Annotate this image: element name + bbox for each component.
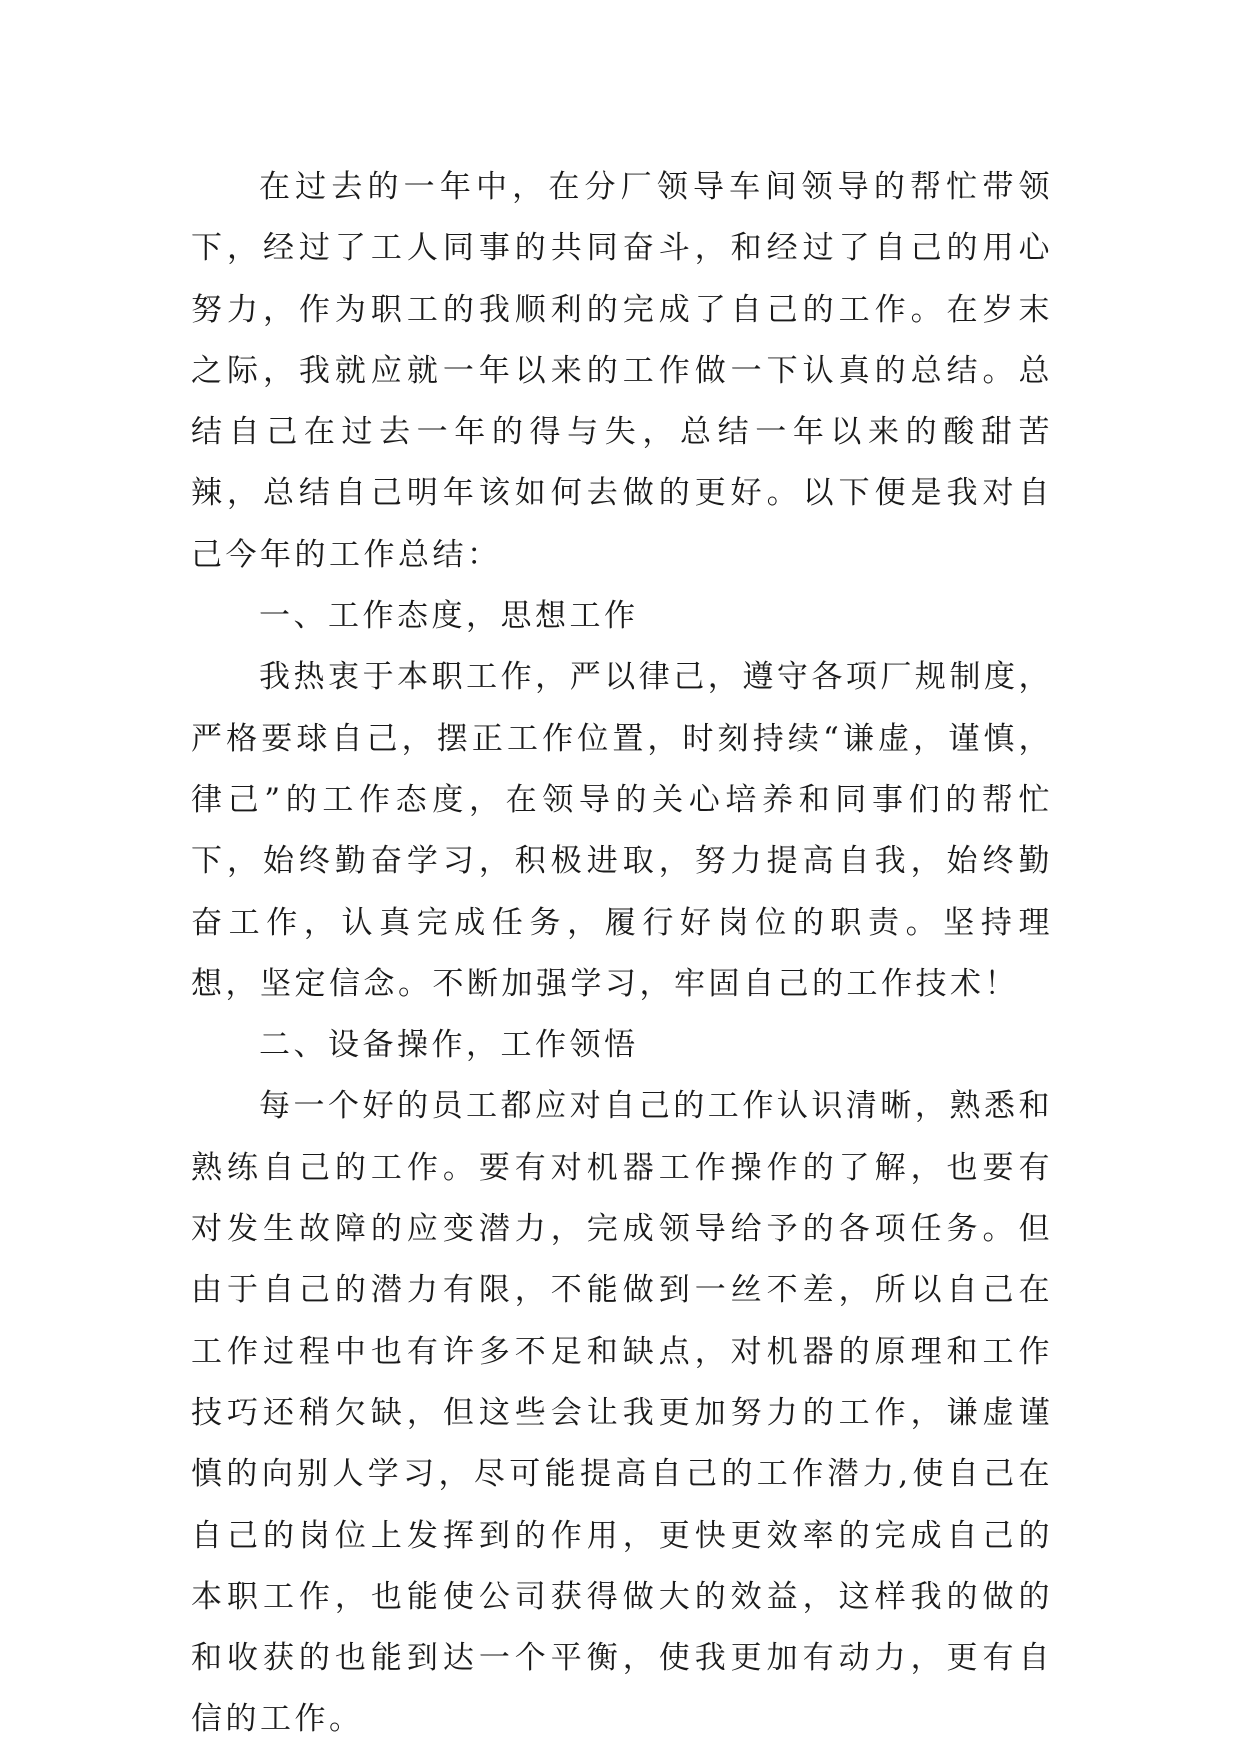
paragraph-work-attitude: 我热衷于本职工作，严以律己，遵守各项厂规制度，严格要球自己，摆正工作位置，时刻持续“谦虚，谨慎，律己”的工作态度，在领导的关心培养和同事们的帮忙下，始终勤奋学习，积极进取，努力提高自我，始终勤奋工作，认真完成任务，履行好岗位的职责。坚持理想，坚定信念。不断加强学习，牢固自己的工作技术！ (191, 659, 1053, 1002)
paragraph-intro: 在过去的一年中，在分厂领导车间领导的帮忙带领下，经过了工人同事的共同奋斗，和经过了自己的用心努力，作为职工的我顺利的完成了自己的工作。在岁末之际，我就应就一年以来的工作做一下认真的总结。总结自己在过去一年的得与失，总结一年以来的酸甜苦辣，总结自己明年该如何去做的更好。以下便是我对自己今年的工作总结： (191, 169, 1053, 573)
paragraph-equipment-operation: 每一个好的员工都应对自己的工作认识清晰，熟悉和熟练自己的工作。要有对机器工作操作的了解，也要有对发生故障的应变潜力，完成领导给予的各项任务。但由于自己的潜力有限，不能做到一丝不差，所以自己在工作过程中也有许多不足和缺点，对机器的原理和工作技巧还稍欠缺，但这些会让我更加努力的工作，谦虚谨慎的向别人学习，尽可能提高自己的工作潜力,使自己在自己的岗位上发挥到的作用，更快更效率的完成自己的本职工作，也能使公司获得做大的效益，这样我的做的和收获的也能到达一个平衡，使我更加有动力，更有自信的工作。 (191, 1088, 1053, 1738)
document-body (191, 157, 1053, 1751)
section-heading-equipment-operation: 二、设备操作，工作领悟 (259, 1027, 639, 1064)
section-heading-work-attitude: 一、工作态度，思想工作 (259, 598, 639, 635)
